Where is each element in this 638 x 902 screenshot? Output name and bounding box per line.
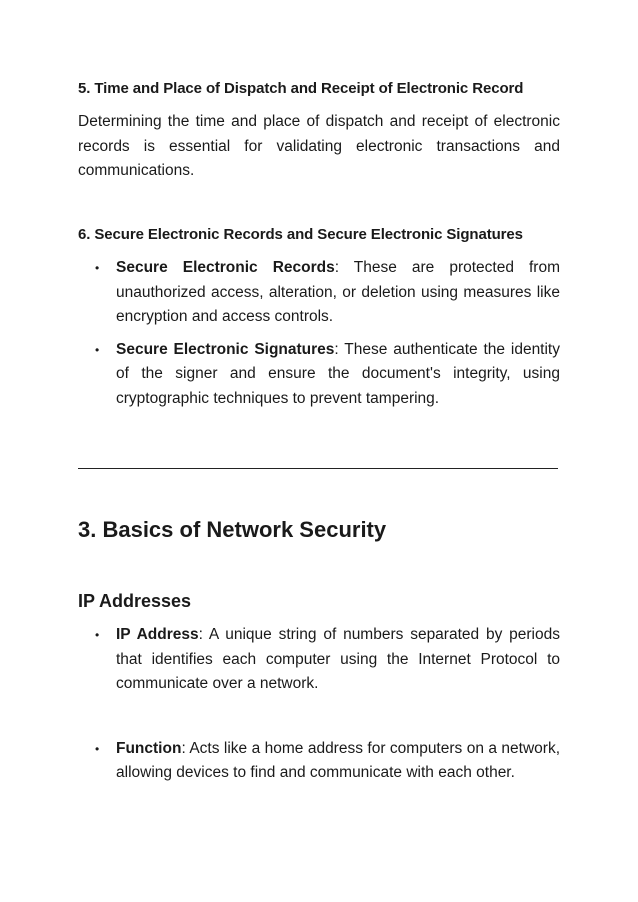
list-item-text: : A unique string of numbers separated by periods that identifies each computer using the Internet Protocol to communicate over a network. (116, 626, 560, 692)
list-item (78, 737, 560, 786)
list-item-text: : These are protected from unauthorized access, alteration, or deletion using measures like encryption and access controls. (116, 259, 560, 325)
section-title: 3. Basics of Network Security (78, 517, 387, 542)
subsection-title: IP Addresses (78, 591, 192, 611)
bullet-icon: • (95, 628, 100, 642)
list-item-term: IP Address (116, 626, 199, 643)
section-6-heading: 6. Secure Electronic Records and Secure Electronic Signatures (78, 226, 523, 243)
horizontal-divider (78, 468, 558, 469)
list-item (78, 256, 560, 330)
section-6-list (78, 256, 560, 411)
list-item-term: Secure Electronic Records (116, 259, 335, 276)
section-5-heading: 5. Time and Place of Dispatch and Receipt of Electronic Record (78, 80, 524, 97)
section-5-paragraph: Determining the time and place of dispatch and receipt of electronic records is essential for validating electronic transactions and communications. (78, 113, 560, 179)
list-item-text: : These authenticate the identity of the signer and ensure the document's integrity, using cryptographic techniques to prevent tampering. (116, 340, 560, 407)
list-item-text: : Acts like a home address for computers on a network, allowing devices to find and communicate with each other. (116, 739, 560, 781)
bullet-icon: • (95, 741, 100, 756)
ip-list (78, 623, 560, 786)
list-item-term: Function (116, 739, 182, 757)
bullet-icon: • (95, 261, 100, 275)
list-item (78, 338, 560, 412)
list-item-term: Secure Electronic Signatures (116, 340, 335, 358)
bullet-icon: • (95, 342, 100, 357)
list-item (78, 623, 560, 697)
